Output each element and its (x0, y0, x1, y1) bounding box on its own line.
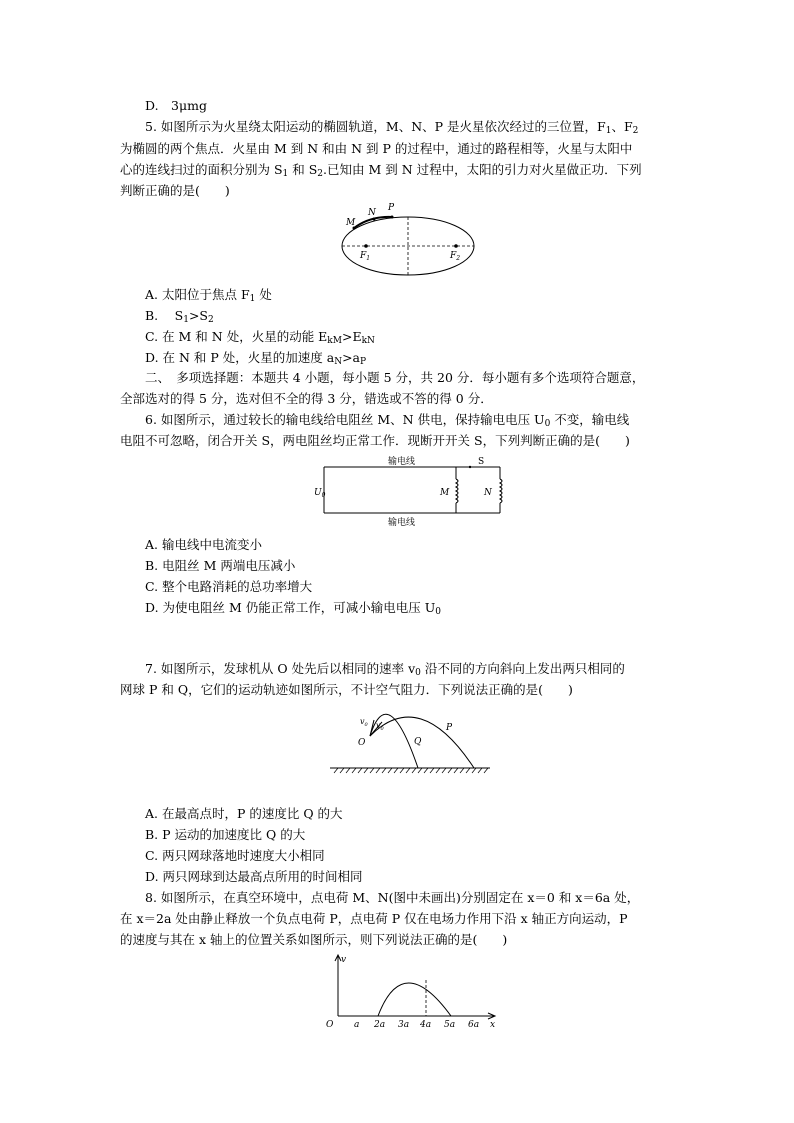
q7-option-a: A. 在最高点时，P 的速度比 Q 的大 (145, 806, 343, 821)
label-v0-2: $v_0$ (376, 721, 384, 732)
origin-label: O (326, 1020, 334, 1030)
bottom-wire-label: 输电线 (388, 518, 416, 528)
label-p: P (446, 723, 453, 733)
label-n: N (368, 208, 376, 218)
q5-stem-line2: 为椭圆的两个焦点．火星由 M 到 N 和由 N 到 P 的过程中，通过的路程相等，火星与太阳中 (120, 141, 633, 156)
tick-6a: 6a (468, 1020, 480, 1030)
label-f2: $F_2$ (450, 251, 461, 262)
q5-option-b: B. $S_1>S_2$ (145, 308, 214, 325)
trajectory-p (370, 717, 474, 768)
velocity-curve (378, 983, 451, 1016)
tick-2a: 2a (374, 1020, 386, 1030)
circuit-figure (310, 455, 510, 531)
top-wire-label: 输电线 (388, 457, 416, 467)
q5-stem-line4: 判断正确的是( ) (120, 183, 230, 198)
q7-stem-line2: 网球 P 和 Q，它们的运动轨迹如图所示，不计空气阻力．下列说法正确的是( ) (120, 682, 573, 697)
q6-option-c: C. 整个电路消耗的总功率增大 (145, 579, 313, 594)
resistor-n (500, 479, 502, 503)
label-p: P (388, 203, 395, 213)
q4-option-d: D. 3μmg (145, 98, 207, 113)
tick-5a: 5a (444, 1020, 456, 1030)
ellipse-orbit-figure (330, 198, 490, 278)
q5-option-d: D. 在 N 和 P 处，火星的加速度 $a_N>a_P$ (145, 350, 367, 367)
q6-option-d: D. 为使电阻丝 M 仍能正常工作，可减小输电电压 $U_0$ (145, 600, 442, 617)
q6-option-a: A. 输电线中电流变小 (145, 537, 262, 552)
label-v0-1: $v_0$ (360, 717, 368, 728)
point-p-dot (391, 216, 394, 219)
q8-stem-line2: 在 x＝2a 处由静止释放一个负点电荷 P，点电荷 P 仅在电场力作用下沿 x 轴正方向运动，P (120, 911, 628, 926)
q5-option-c: C. 在 M 和 N 处，火星的动能 $E_{kM}>E_{kN}$ (145, 329, 375, 346)
q5-option-a: A. 太阳位于焦点 $F_1$ 处 (145, 287, 272, 304)
u0-label: $U_0$ (314, 488, 326, 499)
switch-s (469, 466, 471, 468)
q6-stem-line1: 6. 如图所示，通过较长的输电线给电阻丝 M、N 供电，保持输电电压 $U_0$ 不变，输电线 (145, 412, 630, 429)
switch-label-s: S (478, 457, 485, 467)
q6-stem-line2: 电阻不可忽略，闭合开关 S，两电阻丝均正常工作．现断开开关 S，下列判断正确的是( ) (120, 433, 630, 448)
tick-a: a (354, 1020, 360, 1030)
tick-4a: 4a (420, 1020, 432, 1030)
q8-stem-line1: 8. 如图所示，在真空环境中，点电荷 M、N(图中未画出)分别固定在 x＝0 和 x＝6a 处， (145, 890, 640, 905)
label-m: M (440, 488, 450, 498)
label-o: O (358, 738, 366, 748)
section2-header-line2: 全部选对的得 5 分，选对但不全的得 3 分，错选或不答的得 0 分． (120, 391, 493, 406)
q8-stem-line3: 的速度与其在 x 轴上的位置关系如图所示，则下列说法正确的是( ) (120, 932, 508, 947)
label-f1: $F_1$ (360, 251, 371, 262)
q5-stem-line1: 5. 如图所示为火星绕太阳运动的椭圆轨道，M、N、P 是火星依次经过的三位置，$F_1$、$F_2$ (145, 119, 639, 136)
ground-hatch (334, 768, 488, 773)
label-q: Q (414, 737, 422, 747)
label-n: N (484, 488, 492, 498)
q7-stem-line1: 7. 如图所示，发球机从 O 处先后以相同的速率 $v_0$ 沿不同的方向斜向上发出两只相同的 (145, 661, 625, 678)
y-axis-label: v (341, 955, 347, 965)
tick-3a: 3a (398, 1020, 410, 1030)
label-m: M (346, 218, 356, 228)
q7-option-d: D. 两只网球到达最高点所用的时间相同 (145, 869, 363, 884)
q7-option-b: B. P 运动的加速度比 Q 的大 (145, 827, 306, 842)
q5-stem-line3: 心的连线扫过的面积分别为 $S_1$ 和 $S_2$.已知由 M 到 N 过程中，太阳的引力对火星做正功．下列 (120, 162, 642, 179)
q7-option-c: C. 两只网球落地时速度大小相同 (145, 848, 325, 863)
section2-header-line1: 二、 多项选择题：本题共 4 小题，每小题 5 分，共 20 分．每小题有多个选项符合题意， (145, 370, 645, 385)
velocity-position-graph (318, 952, 504, 1032)
focus-f1-dot (364, 244, 368, 248)
q6-option-b: B. 电阻丝 M 两端电压减小 (145, 558, 296, 573)
focus-f2-dot (454, 244, 458, 248)
x-axis-label: x (490, 1020, 496, 1030)
resistor-m (456, 479, 458, 503)
projectile-figure (328, 700, 494, 776)
